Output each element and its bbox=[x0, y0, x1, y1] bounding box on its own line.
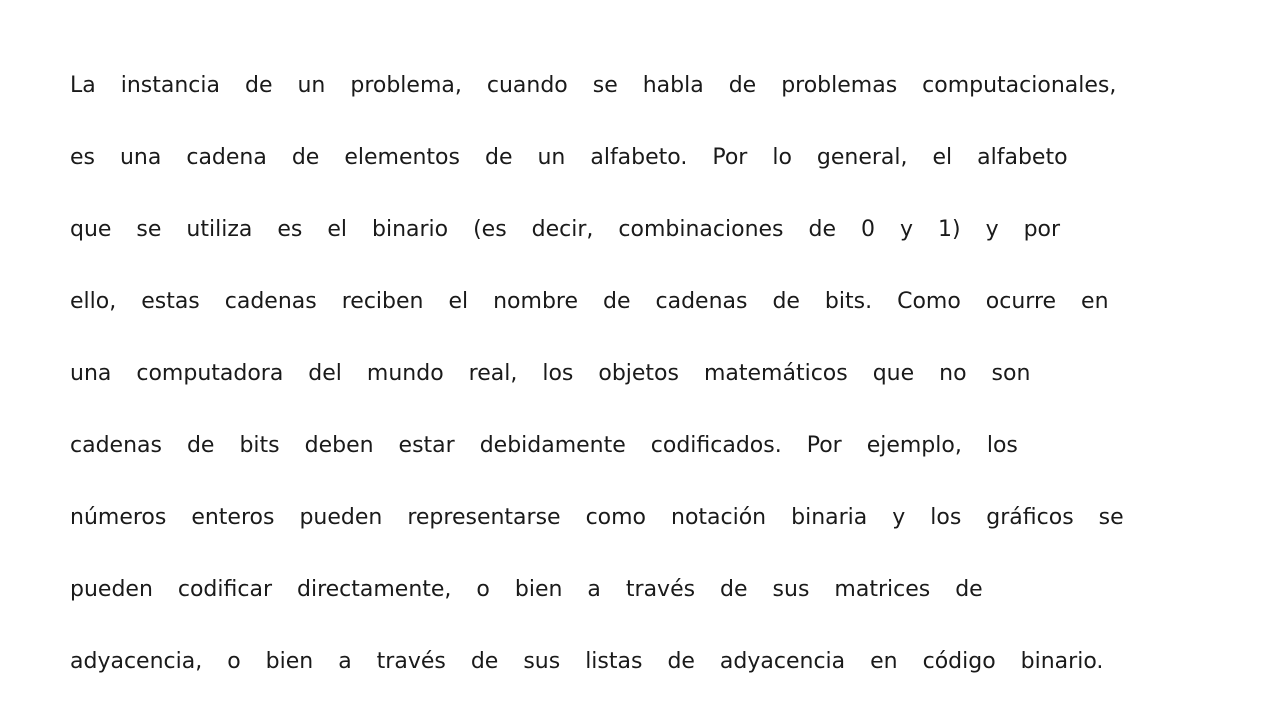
text-line-3: que se utiliza es el binario (es decir, combinaciones de 0 y 1) y por bbox=[70, 217, 1061, 242]
text-line-7: números enteros pueden representarse como notación binaria y los gráficos se bbox=[70, 505, 1124, 530]
text-line-2: es una cadena de elementos de un alfabeto. Por lo general, el alfabeto bbox=[70, 145, 1068, 170]
text-line-6: cadenas de bits deben estar debidamente codificados. Por ejemplo, los bbox=[70, 433, 1018, 458]
text-line-9: adyacencia, o bien a través de sus listas de adyacencia en código binario. bbox=[70, 649, 1104, 674]
text-line-4: ello, estas cadenas reciben el nombre de cadenas de bits. Como ocurre en bbox=[70, 289, 1109, 314]
text-line-5: una computadora del mundo real, los objetos matemáticos que no son bbox=[70, 361, 1031, 386]
text-line-8: pueden codificar directamente, o bien a través de sus matrices de bbox=[70, 577, 983, 602]
text-line-1: La instancia de un problema, cuando se habla de problemas computacionales, bbox=[70, 73, 1117, 98]
